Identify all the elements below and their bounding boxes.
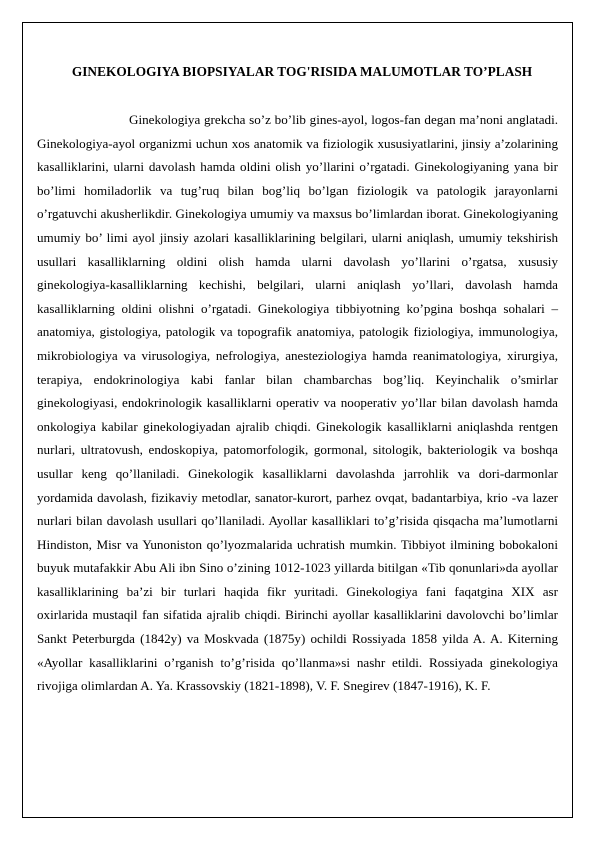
document-title: GINEKOLOGIYA BIOPSIYALAR TOG'RISIDA MALUMOTLAR TO’PLASH xyxy=(71,64,533,79)
body-paragraph: Ginekologiya grekcha so’z bo’lib gines-ayol, logos-fan degan ma’noni anglatadi. Ginekologiya-ayol organizmi uchun xos anatomik va fiziologik xususiyatlarini, jinsiy a’zolarining kasalliklarini, ularni davolash hamda oldini olish yo’llarini o’rgatadi. Ginekologiyaning yana bir bo’limi homiladorlik va tug’ruq bilan bog’liq bo’lgan fiziologik va patologik jarayonlarni o’rgatuvchi akusherlikdir. Ginekologiya umumiy va maxsus bo’limlardan iborat. Ginekologiyaning umumiy bo’ limi ayol jinsiy azolari kasalliklarining belgilari, ularni aniqlash, umumiy tekshirish usullari kasalliklarning oldini olish hamda ularni davolash yo’llarini o’rgatsa, xususiy ginekologiya-kasalliklarning kechishi, belgilari, ularni aniqlash yo’llari, davolash hamda kasalliklarning oldini olishni o’rgatadi. Ginekologiya tibbiyotning ko’pgina boshqa sohalari – anatomiya, gistologiya, patologik va topografik anatomiya, patologik fiziologiya, immunologiya, mikrobiologiya va virusologiya, nefrologiya, anesteziologiya hamda reanimatologiya, xirurgiya, terapiya, endokrinologiya kabi fanlar bilan chambarchas bog’liq. Keyinchalik o’smirlar ginekologiyasi, endokrinologik kasalliklarni operativ va nooperativ yo’llar bilan davolash hamda onkologiya kabilar ginekologiyadan ajralib chiqdi. Ginekologik kasalliklarni aniqlashda rentgen nurlari, ultratovush, endoskopiya, patomorfologik, gormonal, sitologik, bakteriologik va boshqa usullar keng qo’llaniladi. Ginekologik kasalliklarni davolashda jarrohlik va dori-darmonlar yordamida davolash, fizikaviy metodlar, sanator-kurort, parhez ovqat, badantarbiya, krio -va lazer nurlari bilan davolash usullari qo’llaniladi. Ayollar kasalliklari to’g’risida qisqacha ma’lumotlarni Hindiston, Misr va Yunoniston qo’lyozmalarida uchratish mumkin. Tibbiyot ilmining bobokaloni buyuk mutafakkir Abu Ali ibn Sino o’zining 1012-1023 yillarda bitilgan «Tib qonunlari»da ayollar kasalliklarining ba’zi bir turlari haqida fikr yuritadi. Ginekologiya fani faqatgina XIX asr oxirlarida mustaqil fan sifatida ajralib chiqdi. Birinchi ayollar kasalliklarini davolovchi bo’limlar Sankt Peterburgda (1842y) va Moskvada (1875y) ochildi Rossiyada 1858 yilda A. A. Kiterning «Ayollar kasalliklarini o’rganish to’g’risida qo’llanma»si nashr etildi. Rossiyada ginekologiya rivojiga olimlardan A. Ya. Krassovskiy (1821-1898), V. F. Snegirev (1847-1916), K. F. xyxy=(37,112,558,694)
